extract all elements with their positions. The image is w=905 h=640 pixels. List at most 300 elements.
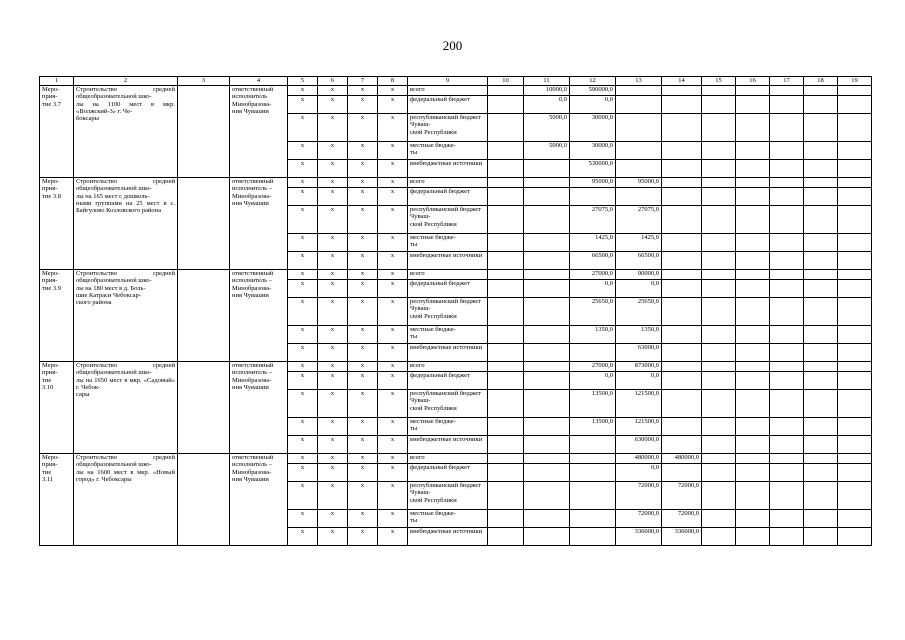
value-cell-12: 27075,0 bbox=[570, 206, 616, 234]
x-mark-cell: x bbox=[288, 482, 318, 510]
x-mark-cell: x bbox=[378, 326, 408, 344]
value-cell-11 bbox=[524, 252, 570, 270]
value-cell-16 bbox=[736, 206, 770, 234]
value-cell-16 bbox=[736, 280, 770, 298]
measure-name-cell: Строительство средней общеобразовательной шко- лы на 1650 мест в мкр. «Садовый» г. Чебок- сары bbox=[74, 362, 178, 454]
value-cell-12: 27000,0 bbox=[570, 362, 616, 372]
value-cell-10 bbox=[488, 114, 524, 142]
x-mark-cell: x bbox=[318, 454, 348, 464]
x-mark-cell: x bbox=[348, 160, 378, 178]
x-mark-cell: x bbox=[318, 142, 348, 160]
x-mark-cell: x bbox=[318, 270, 348, 280]
value-cell-12 bbox=[570, 482, 616, 510]
value-cell-15 bbox=[702, 454, 736, 464]
column-number-1: 1 bbox=[40, 77, 74, 86]
x-mark-cell: x bbox=[318, 206, 348, 234]
value-cell-14 bbox=[662, 188, 702, 206]
value-cell-12: 0,0 bbox=[570, 372, 616, 390]
funding-source-cell: внебюджетные источники bbox=[408, 252, 488, 270]
value-cell-16 bbox=[736, 188, 770, 206]
value-cell-19 bbox=[838, 298, 872, 326]
x-mark-cell: x bbox=[288, 510, 318, 528]
value-cell-14: 480000,0 bbox=[662, 454, 702, 464]
value-cell-11 bbox=[524, 464, 570, 482]
x-mark-cell: x bbox=[318, 436, 348, 454]
x-mark-cell: x bbox=[288, 188, 318, 206]
value-cell-19 bbox=[838, 142, 872, 160]
x-mark-cell: x bbox=[288, 206, 318, 234]
x-mark-cell: x bbox=[288, 436, 318, 454]
value-cell-15 bbox=[702, 510, 736, 528]
value-cell-19 bbox=[838, 188, 872, 206]
value-cell-11: 10000,0 bbox=[524, 86, 570, 96]
value-cell-18 bbox=[804, 160, 838, 178]
value-cell-14 bbox=[662, 96, 702, 114]
x-mark-cell: x bbox=[288, 344, 318, 362]
value-cell-14 bbox=[662, 344, 702, 362]
x-mark-cell: x bbox=[348, 528, 378, 546]
x-mark-cell: x bbox=[378, 160, 408, 178]
value-cell-15 bbox=[702, 86, 736, 96]
x-mark-cell: x bbox=[318, 234, 348, 252]
funding-source-cell: всего bbox=[408, 270, 488, 280]
x-mark-cell: x bbox=[318, 188, 348, 206]
value-cell-18 bbox=[804, 528, 838, 546]
value-cell-18 bbox=[804, 96, 838, 114]
value-cell-15 bbox=[702, 96, 736, 114]
x-mark-cell: x bbox=[288, 326, 318, 344]
value-cell-11 bbox=[524, 326, 570, 344]
value-cell-16 bbox=[736, 482, 770, 510]
x-mark-cell: x bbox=[318, 280, 348, 298]
value-cell-16 bbox=[736, 436, 770, 454]
x-mark-cell: x bbox=[288, 362, 318, 372]
value-cell-11 bbox=[524, 188, 570, 206]
value-cell-18 bbox=[804, 280, 838, 298]
funding-source-cell: внебюджетные источники bbox=[408, 528, 488, 546]
x-mark-cell: x bbox=[348, 86, 378, 96]
x-mark-cell: x bbox=[348, 206, 378, 234]
value-cell-14: 336000,0 bbox=[662, 528, 702, 546]
value-cell-16 bbox=[736, 510, 770, 528]
value-cell-16 bbox=[736, 252, 770, 270]
empty-cell bbox=[178, 86, 230, 178]
funding-source-cell: республиканский бюджет Чуваш- ской Республики bbox=[408, 206, 488, 234]
value-cell-15 bbox=[702, 160, 736, 178]
value-cell-13: 336000,0 bbox=[616, 528, 662, 546]
x-mark-cell: x bbox=[348, 234, 378, 252]
value-cell-15 bbox=[702, 344, 736, 362]
value-cell-19 bbox=[838, 464, 872, 482]
value-cell-14 bbox=[662, 362, 702, 372]
value-cell-12: 530000,0 bbox=[570, 160, 616, 178]
value-cell-12 bbox=[570, 344, 616, 362]
x-mark-cell: x bbox=[348, 436, 378, 454]
x-mark-cell: x bbox=[288, 86, 318, 96]
x-mark-cell: x bbox=[378, 206, 408, 234]
value-cell-14 bbox=[662, 280, 702, 298]
funding-source-cell: местные бюдже- ты bbox=[408, 418, 488, 436]
value-cell-18 bbox=[804, 86, 838, 96]
value-cell-11 bbox=[524, 270, 570, 280]
value-cell-15 bbox=[702, 188, 736, 206]
value-cell-17 bbox=[770, 510, 804, 528]
measure-id-cell: Меро- прия- тие 3.7 bbox=[40, 86, 74, 178]
value-cell-16 bbox=[736, 298, 770, 326]
value-cell-17 bbox=[770, 390, 804, 418]
value-cell-17 bbox=[770, 142, 804, 160]
x-mark-cell: x bbox=[318, 298, 348, 326]
value-cell-14 bbox=[662, 234, 702, 252]
value-cell-15 bbox=[702, 178, 736, 188]
value-cell-13 bbox=[616, 114, 662, 142]
table-row bbox=[40, 454, 872, 464]
value-cell-16 bbox=[736, 86, 770, 96]
funding-source-cell: федеральный бюджет bbox=[408, 188, 488, 206]
value-cell-19 bbox=[838, 280, 872, 298]
value-cell-16 bbox=[736, 178, 770, 188]
value-cell-13 bbox=[616, 188, 662, 206]
value-cell-19 bbox=[838, 372, 872, 390]
value-cell-18 bbox=[804, 114, 838, 142]
value-cell-18 bbox=[804, 206, 838, 234]
measure-id-cell: Меро- прия- тие 3.9 bbox=[40, 270, 74, 362]
value-cell-17 bbox=[770, 270, 804, 280]
funding-source-cell: республиканский бюджет Чуваш- ской Республики bbox=[408, 482, 488, 510]
funding-source-cell: федеральный бюджет bbox=[408, 372, 488, 390]
value-cell-18 bbox=[804, 390, 838, 418]
value-cell-14 bbox=[662, 206, 702, 234]
x-mark-cell: x bbox=[318, 178, 348, 188]
value-cell-13: 27075,0 bbox=[616, 206, 662, 234]
value-cell-14 bbox=[662, 142, 702, 160]
value-cell-14 bbox=[662, 390, 702, 418]
measure-id-cell: Меро- прия- тие 3.11 bbox=[40, 454, 74, 546]
measure-name-cell: Строительство средней общеобразовательной шко- лы на 1100 мест в мкр. «Волжский-3» г. Че- боксары bbox=[74, 86, 178, 178]
measure-id-cell: Меро- прия- тие 3.10 bbox=[40, 362, 74, 454]
x-mark-cell: x bbox=[348, 298, 378, 326]
value-cell-19 bbox=[838, 390, 872, 418]
value-cell-17 bbox=[770, 178, 804, 188]
x-mark-cell: x bbox=[378, 298, 408, 326]
value-cell-13: 0,0 bbox=[616, 280, 662, 298]
value-cell-11 bbox=[524, 418, 570, 436]
value-cell-13: 121500,0 bbox=[616, 390, 662, 418]
x-mark-cell: x bbox=[378, 86, 408, 96]
value-cell-16 bbox=[736, 362, 770, 372]
x-mark-cell: x bbox=[348, 252, 378, 270]
value-cell-10 bbox=[488, 510, 524, 528]
value-cell-11 bbox=[524, 362, 570, 372]
column-number-18: 18 bbox=[804, 77, 838, 86]
x-mark-cell: x bbox=[348, 96, 378, 114]
column-number-15: 15 bbox=[702, 77, 736, 86]
x-mark-cell: x bbox=[378, 178, 408, 188]
value-cell-17 bbox=[770, 436, 804, 454]
page-number: 200 bbox=[442, 38, 463, 53]
value-cell-18 bbox=[804, 326, 838, 344]
x-mark-cell: x bbox=[348, 178, 378, 188]
x-mark-cell: x bbox=[318, 160, 348, 178]
x-mark-cell: x bbox=[288, 234, 318, 252]
value-cell-18 bbox=[804, 188, 838, 206]
value-cell-13: 121500,0 bbox=[616, 418, 662, 436]
x-mark-cell: x bbox=[318, 390, 348, 418]
value-cell-16 bbox=[736, 344, 770, 362]
value-cell-16 bbox=[736, 326, 770, 344]
value-cell-10 bbox=[488, 326, 524, 344]
table-body bbox=[40, 86, 872, 546]
value-cell-10 bbox=[488, 280, 524, 298]
value-cell-10 bbox=[488, 234, 524, 252]
x-mark-cell: x bbox=[288, 418, 318, 436]
value-cell-13: 873000,0 bbox=[616, 362, 662, 372]
value-cell-12: 1350,0 bbox=[570, 326, 616, 344]
x-mark-cell: x bbox=[348, 142, 378, 160]
value-cell-17 bbox=[770, 206, 804, 234]
value-cell-17 bbox=[770, 114, 804, 142]
value-cell-16 bbox=[736, 528, 770, 546]
value-cell-10 bbox=[488, 528, 524, 546]
x-mark-cell: x bbox=[318, 252, 348, 270]
executor-cell: ответственный исполнитель – Минобразова- ния Чувашии bbox=[230, 270, 288, 362]
x-mark-cell: x bbox=[288, 96, 318, 114]
x-mark-cell: x bbox=[378, 96, 408, 114]
value-cell-17 bbox=[770, 362, 804, 372]
value-cell-15 bbox=[702, 418, 736, 436]
x-mark-cell: x bbox=[348, 280, 378, 298]
x-mark-cell: x bbox=[378, 234, 408, 252]
value-cell-13 bbox=[616, 86, 662, 96]
column-number-row bbox=[40, 77, 872, 86]
x-mark-cell: x bbox=[318, 528, 348, 546]
column-number-2: 2 bbox=[74, 77, 178, 86]
x-mark-cell: x bbox=[288, 454, 318, 464]
executor-cell: ответственный исполнитель Минобразова- ния Чувашии bbox=[230, 86, 288, 178]
value-cell-10 bbox=[488, 482, 524, 510]
value-cell-11 bbox=[524, 528, 570, 546]
value-cell-11 bbox=[524, 436, 570, 454]
column-number-3: 3 bbox=[178, 77, 230, 86]
value-cell-15 bbox=[702, 326, 736, 344]
table-row bbox=[40, 270, 872, 280]
value-cell-11 bbox=[524, 160, 570, 178]
funding-source-cell: республиканский бюджет Чуваш- ской Республики bbox=[408, 114, 488, 142]
value-cell-16 bbox=[736, 96, 770, 114]
value-cell-15 bbox=[702, 206, 736, 234]
value-cell-12: 0,0 bbox=[570, 96, 616, 114]
value-cell-12: 30000,0 bbox=[570, 114, 616, 142]
value-cell-10 bbox=[488, 96, 524, 114]
value-cell-11 bbox=[524, 344, 570, 362]
x-mark-cell: x bbox=[348, 390, 378, 418]
value-cell-16 bbox=[736, 234, 770, 252]
x-mark-cell: x bbox=[288, 142, 318, 160]
value-cell-18 bbox=[804, 464, 838, 482]
value-cell-11 bbox=[524, 454, 570, 464]
measure-name-cell: Строительство средней общеобразовательной шко- лы на 1600 мест в мкр. «Новый город» г. Чебоксары bbox=[74, 454, 178, 546]
value-cell-17 bbox=[770, 86, 804, 96]
column-number-17: 17 bbox=[770, 77, 804, 86]
measure-name-cell: Строительство средней общеобразовательной шко- лы на 180 мест в д. Боль- шие Катраси Чебоксар- ского района bbox=[74, 270, 178, 362]
value-cell-17 bbox=[770, 280, 804, 298]
value-cell-10 bbox=[488, 270, 524, 280]
x-mark-cell: x bbox=[348, 188, 378, 206]
column-number-6: 6 bbox=[318, 77, 348, 86]
value-cell-16 bbox=[736, 142, 770, 160]
x-mark-cell: x bbox=[288, 160, 318, 178]
value-cell-13: 95000,0 bbox=[616, 178, 662, 188]
x-mark-cell: x bbox=[348, 344, 378, 362]
value-cell-18 bbox=[804, 234, 838, 252]
funding-source-cell: внебюджетные источники bbox=[408, 344, 488, 362]
column-number-9: 9 bbox=[408, 77, 488, 86]
value-cell-19 bbox=[838, 510, 872, 528]
x-mark-cell: x bbox=[318, 482, 348, 510]
value-cell-14 bbox=[662, 298, 702, 326]
value-cell-12: 95000,0 bbox=[570, 178, 616, 188]
x-mark-cell: x bbox=[318, 362, 348, 372]
x-mark-cell: x bbox=[288, 464, 318, 482]
x-mark-cell: x bbox=[288, 270, 318, 280]
value-cell-17 bbox=[770, 252, 804, 270]
value-cell-12: 66500,0 bbox=[570, 252, 616, 270]
x-mark-cell: x bbox=[348, 372, 378, 390]
value-cell-15 bbox=[702, 234, 736, 252]
value-cell-18 bbox=[804, 510, 838, 528]
value-cell-19 bbox=[838, 436, 872, 454]
x-mark-cell: x bbox=[348, 362, 378, 372]
x-mark-cell: x bbox=[378, 270, 408, 280]
value-cell-10 bbox=[488, 390, 524, 418]
table-row bbox=[40, 86, 872, 96]
measure-name-cell: Строительство средней общеобразовательной шко- лы на 165 мест с дошколь- ными группами на 25 мест в с. Байгулово Козловского района bbox=[74, 178, 178, 270]
value-cell-13: 66500,0 bbox=[616, 252, 662, 270]
value-cell-19 bbox=[838, 160, 872, 178]
column-number-10: 10 bbox=[488, 77, 524, 86]
x-mark-cell: x bbox=[378, 528, 408, 546]
funding-source-cell: всего bbox=[408, 178, 488, 188]
column-number-5: 5 bbox=[288, 77, 318, 86]
value-cell-13: 0,0 bbox=[616, 372, 662, 390]
value-cell-16 bbox=[736, 372, 770, 390]
value-cell-12: 27000,0 bbox=[570, 270, 616, 280]
value-cell-10 bbox=[488, 436, 524, 454]
value-cell-15 bbox=[702, 362, 736, 372]
value-cell-19 bbox=[838, 206, 872, 234]
value-cell-19 bbox=[838, 96, 872, 114]
value-cell-15 bbox=[702, 298, 736, 326]
value-cell-10 bbox=[488, 86, 524, 96]
value-cell-15 bbox=[702, 436, 736, 454]
value-cell-15 bbox=[702, 114, 736, 142]
value-cell-18 bbox=[804, 142, 838, 160]
value-cell-17 bbox=[770, 298, 804, 326]
x-mark-cell: x bbox=[288, 252, 318, 270]
value-cell-19 bbox=[838, 418, 872, 436]
value-cell-12 bbox=[570, 464, 616, 482]
value-cell-16 bbox=[736, 270, 770, 280]
x-mark-cell: x bbox=[318, 510, 348, 528]
x-mark-cell: x bbox=[378, 436, 408, 454]
x-mark-cell: x bbox=[318, 96, 348, 114]
x-mark-cell: x bbox=[288, 114, 318, 142]
value-cell-10 bbox=[488, 142, 524, 160]
value-cell-10 bbox=[488, 344, 524, 362]
x-mark-cell: x bbox=[288, 178, 318, 188]
x-mark-cell: x bbox=[378, 280, 408, 298]
column-number-11: 11 bbox=[524, 77, 570, 86]
value-cell-11 bbox=[524, 280, 570, 298]
value-cell-11 bbox=[524, 234, 570, 252]
value-cell-13 bbox=[616, 142, 662, 160]
funding-source-cell: всего bbox=[408, 362, 488, 372]
value-cell-14 bbox=[662, 418, 702, 436]
value-cell-11 bbox=[524, 510, 570, 528]
column-number-12: 12 bbox=[570, 77, 616, 86]
funding-source-cell: местные бюдже- ты bbox=[408, 234, 488, 252]
funding-source-cell: местные бюдже- ты bbox=[408, 326, 488, 344]
value-cell-19 bbox=[838, 234, 872, 252]
value-cell-15 bbox=[702, 142, 736, 160]
value-cell-18 bbox=[804, 298, 838, 326]
funding-source-cell: республиканский бюджет Чуваш- ской Республики bbox=[408, 390, 488, 418]
column-number-8: 8 bbox=[378, 77, 408, 86]
value-cell-13: 480000,0 bbox=[616, 454, 662, 464]
value-cell-17 bbox=[770, 418, 804, 436]
value-cell-19 bbox=[838, 86, 872, 96]
funding-source-cell: местные бюдже- ты bbox=[408, 142, 488, 160]
value-cell-16 bbox=[736, 160, 770, 178]
budget-table bbox=[39, 76, 872, 546]
x-mark-cell: x bbox=[348, 510, 378, 528]
x-mark-cell: x bbox=[348, 270, 378, 280]
empty-cell bbox=[178, 454, 230, 546]
value-cell-17 bbox=[770, 372, 804, 390]
value-cell-19 bbox=[838, 270, 872, 280]
x-mark-cell: x bbox=[378, 418, 408, 436]
value-cell-10 bbox=[488, 252, 524, 270]
x-mark-cell: x bbox=[348, 482, 378, 510]
value-cell-15 bbox=[702, 390, 736, 418]
value-cell-17 bbox=[770, 344, 804, 362]
value-cell-18 bbox=[804, 362, 838, 372]
value-cell-17 bbox=[770, 160, 804, 178]
value-cell-13: 1425,0 bbox=[616, 234, 662, 252]
x-mark-cell: x bbox=[318, 464, 348, 482]
x-mark-cell: x bbox=[288, 390, 318, 418]
executor-cell: ответственный исполнитель – Минобразова- ния Чувашии bbox=[230, 178, 288, 270]
value-cell-13: 72000,0 bbox=[616, 482, 662, 510]
value-cell-14 bbox=[662, 252, 702, 270]
value-cell-17 bbox=[770, 528, 804, 546]
empty-cell bbox=[178, 362, 230, 454]
value-cell-14 bbox=[662, 178, 702, 188]
x-mark-cell: x bbox=[348, 326, 378, 344]
value-cell-19 bbox=[838, 114, 872, 142]
x-mark-cell: x bbox=[318, 326, 348, 344]
column-number-13: 13 bbox=[616, 77, 662, 86]
value-cell-14 bbox=[662, 436, 702, 454]
x-mark-cell: x bbox=[288, 280, 318, 298]
value-cell-17 bbox=[770, 234, 804, 252]
x-mark-cell: x bbox=[378, 188, 408, 206]
funding-source-cell: внебюджетные источники bbox=[408, 160, 488, 178]
x-mark-cell: x bbox=[318, 86, 348, 96]
value-cell-19 bbox=[838, 326, 872, 344]
value-cell-16 bbox=[736, 390, 770, 418]
x-mark-cell: x bbox=[378, 362, 408, 372]
